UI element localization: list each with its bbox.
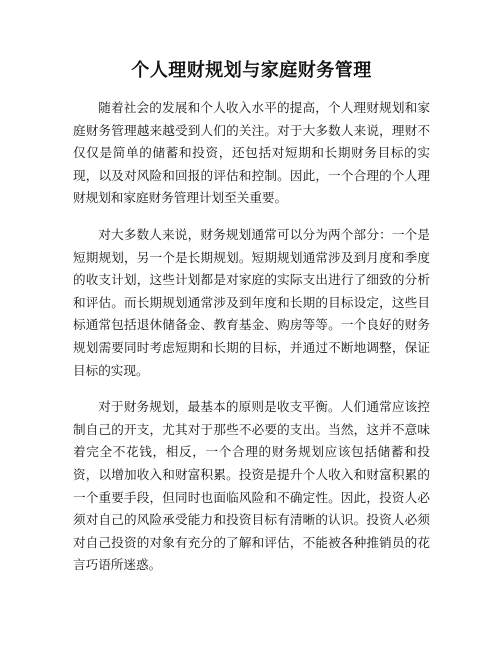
document-title: 个人理财规划与家庭财务管理: [131, 60, 372, 81]
paragraph-short-long-term: 对大多数人来说，财务规划通常可以分为两个部分：一个是短期规划，另一个是长期规划。短期规划通常涉及到月度和季度的收支计划，这些计划都是对家庭的实际支出进行了细致的分析和评估。而长期规划通常涉及到年度和长期的目标设定，这些目标通常包括退休储备金、教育基金、购房等等。一个良好的财务规划需要同时考虑短期和长期的目标，并通过不断地调整，保证目标的实现。: [73, 226, 430, 378]
paragraph-intro: 随着社会的发展和个人收入水平的提高，个人理财规划和家庭财务管理越来越受到人们的关注。对于大多数人来说，理财不仅仅是简单的储蓄和投资，还包括对短期和长期财务目标的实现，以及对风险和回报的评估和控制。因此，一个合理的个人理财规划和家庭财务管理计划至关重要。: [73, 100, 430, 206]
paragraph-balance-investment: 对于财务规划，最基本的原则是收支平衡。人们通常应该控制自己的开支，尤其对于那些不必要的支出。当然，这并不意味着完全不花钱，相反，一个合理的财务规划应该包括储蓄和投资，以增加收入和财富积累。投资是提升个人收入和财富积累的一个重要手段，但同时也面临风险和不确定性。因此，投资人必须对自己的风险承受能力和投资目标有清晰的认识。投资人必须对自己投资的对象有充分的了解和评估，不能被各种推销员的花言巧语所迷惑。: [73, 399, 430, 573]
